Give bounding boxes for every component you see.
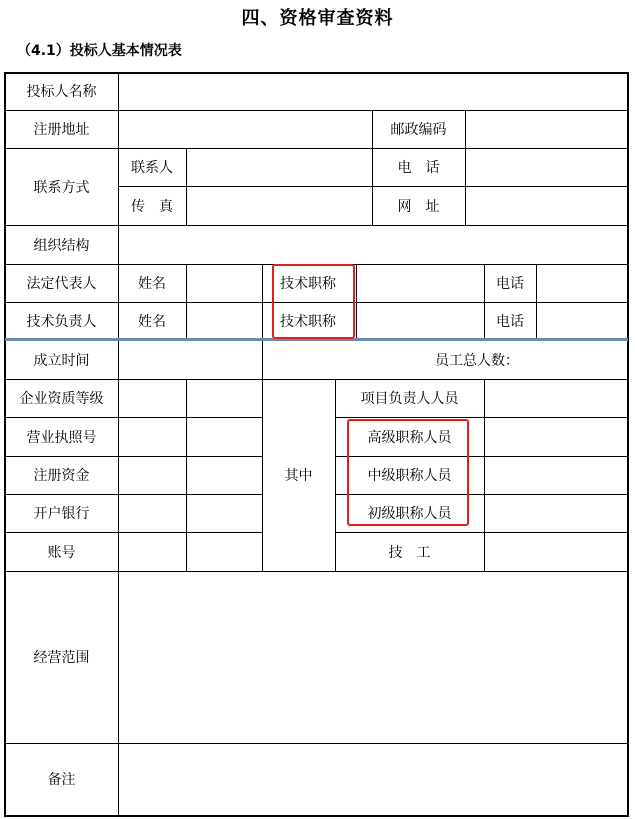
grid-line xyxy=(186,264,187,340)
page-title: 四、资格审查资料 xyxy=(241,8,394,29)
bank-label: 开户银行 xyxy=(5,494,118,532)
remarks-field[interactable] xyxy=(118,743,628,815)
remarks-label: 备注 xyxy=(5,743,118,815)
legal-rep-label: 法定代表人 xyxy=(5,264,118,302)
grid-line xyxy=(5,494,262,495)
reg-address-field[interactable] xyxy=(118,110,372,148)
bidder-name-field[interactable] xyxy=(118,72,628,110)
phone-label: 电 话 xyxy=(372,148,465,186)
account-label: 账号 xyxy=(5,532,118,571)
contact-person-label: 联系人 xyxy=(118,148,186,186)
grid-line xyxy=(5,456,262,457)
grid-line xyxy=(118,72,119,815)
junior-title-label: 初级职称人员 xyxy=(335,494,484,532)
fax-field[interactable] xyxy=(186,186,372,225)
contact-person-field[interactable] xyxy=(186,148,372,186)
table-border-top xyxy=(5,72,628,74)
postal-code-field[interactable] xyxy=(465,110,628,148)
tech-lead-title-label: 技术职称 xyxy=(262,302,356,340)
grid-line xyxy=(5,743,628,744)
total-staff-label: 员工总人数： xyxy=(262,340,628,379)
grid-line xyxy=(186,148,187,225)
business-scope-field[interactable] xyxy=(118,571,628,743)
legal-rep-name-field[interactable] xyxy=(186,264,262,302)
table-border-right xyxy=(627,72,629,817)
grid-line xyxy=(5,110,628,111)
org-structure-field[interactable] xyxy=(118,225,628,264)
legal-rep-phone-label: 电话 xyxy=(484,264,536,302)
org-structure-label: 组织结构 xyxy=(5,225,118,264)
qualification-label: 企业资质等级 xyxy=(5,379,118,417)
legal-rep-title-label: 技术职称 xyxy=(262,264,356,302)
grid-line xyxy=(484,264,485,340)
business-scope-label: 经营范围 xyxy=(5,571,118,743)
founded-label: 成立时间 xyxy=(5,340,118,379)
contact-method-label: 联系方式 xyxy=(5,148,118,225)
legal-rep-name-label: 姓名 xyxy=(118,264,186,302)
technician-label: 技 工 xyxy=(335,532,484,571)
website-field[interactable] xyxy=(465,186,628,225)
among-label: 其中 xyxy=(262,379,335,571)
founded-field[interactable] xyxy=(118,340,262,379)
tech-lead-name-field[interactable] xyxy=(186,302,262,340)
table-subtitle: （4.1）投标人基本情况表 xyxy=(17,43,182,59)
grid-line xyxy=(5,532,262,533)
grid-line xyxy=(5,225,628,226)
tech-lead-phone-field[interactable] xyxy=(536,302,628,340)
grid-line xyxy=(5,379,628,380)
grid-line xyxy=(262,340,263,571)
fax-label: 传 真 xyxy=(118,186,186,225)
tech-lead-name-label: 姓名 xyxy=(118,302,186,340)
grid-line xyxy=(536,264,537,340)
senior-title-label: 高级职称人员 xyxy=(335,417,484,456)
grid-line xyxy=(335,532,628,533)
grid-line xyxy=(5,417,262,418)
postal-code-label: 邮政编码 xyxy=(372,110,465,148)
intermediate-title-label: 中级职称人员 xyxy=(335,456,484,494)
pm-staff-label: 项目负责人人员 xyxy=(335,379,484,417)
grid-line xyxy=(118,186,628,187)
tech-lead-phone-label: 电话 xyxy=(484,302,536,340)
grid-line xyxy=(335,379,336,571)
highlight-box-tech-title xyxy=(272,264,355,339)
legal-rep-title-field[interactable] xyxy=(356,264,484,302)
grid-line xyxy=(356,264,357,340)
bidder-name-label: 投标人名称 xyxy=(5,72,118,110)
phone-field[interactable] xyxy=(465,148,628,186)
grid-line xyxy=(465,110,466,225)
tech-lead-title-field[interactable] xyxy=(356,302,484,340)
grid-line xyxy=(5,148,628,149)
legal-rep-phone-field[interactable] xyxy=(536,264,628,302)
grid-line xyxy=(186,379,187,571)
grid-line xyxy=(335,417,628,418)
reg-capital-label: 注册资金 xyxy=(5,456,118,494)
highlight-box-title-staff xyxy=(347,419,469,526)
grid-line xyxy=(262,264,263,340)
table-border-left xyxy=(4,72,6,817)
grid-line xyxy=(484,379,485,571)
grid-line xyxy=(5,571,628,572)
license-no-label: 营业执照号 xyxy=(5,417,118,456)
website-label: 网 址 xyxy=(372,186,465,225)
reg-address-label: 注册地址 xyxy=(5,110,118,148)
grid-line xyxy=(372,110,373,225)
tech-lead-label: 技术负责人 xyxy=(5,302,118,340)
table-border-bottom xyxy=(5,815,628,817)
